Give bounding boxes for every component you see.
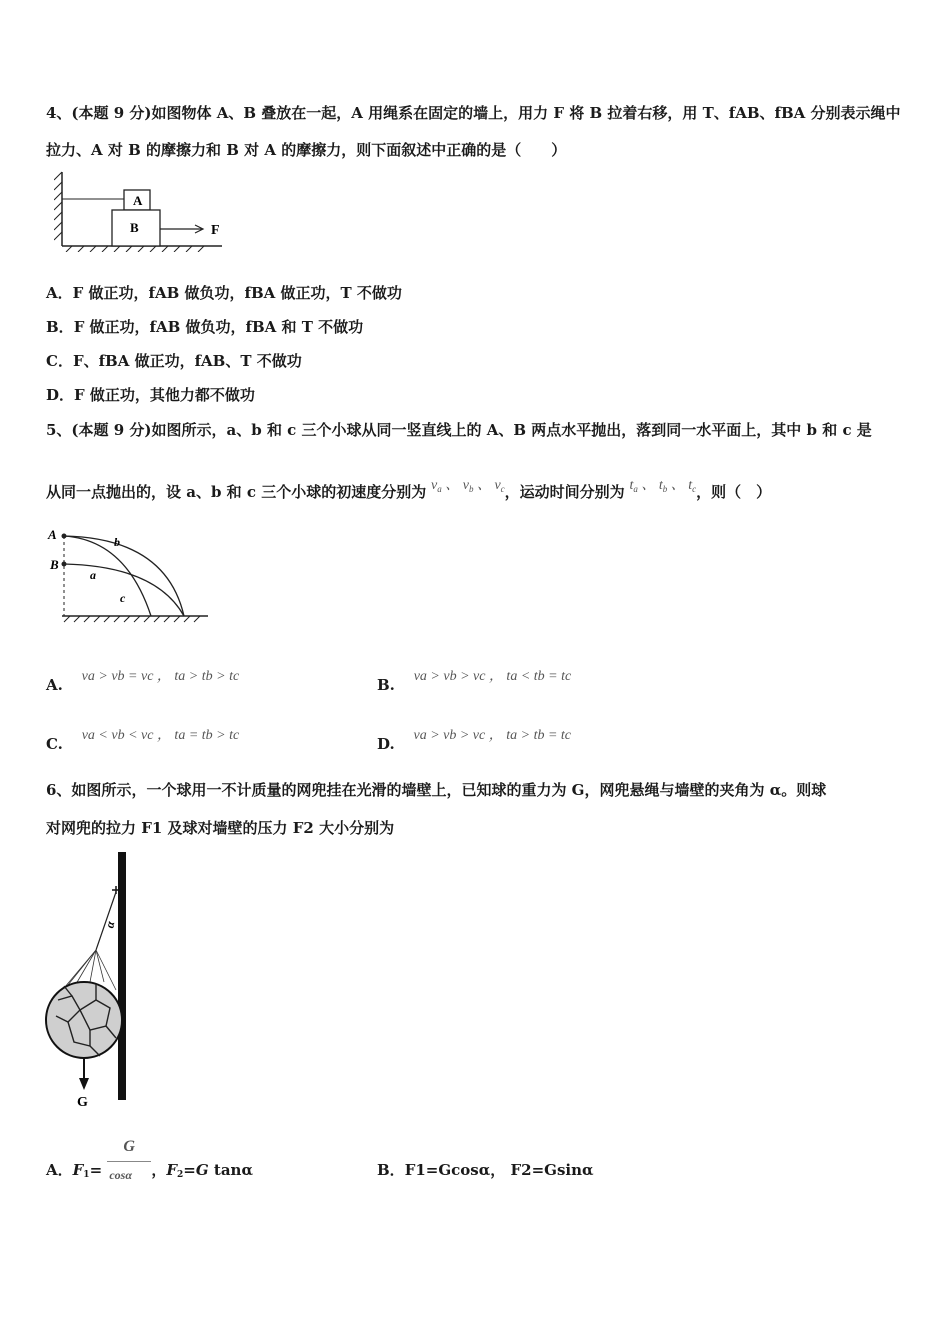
q5-figure-projectiles [46, 524, 211, 628]
label-c: c [120, 591, 126, 605]
q4-stem-line-2: 拉力、A 对 B 的摩擦力和 B 对 A 的摩擦力，则下面叙述中正确的是（ ） [46, 141, 567, 159]
weight-label: G [77, 1095, 88, 1110]
block-a-label: A [133, 193, 143, 208]
ball [46, 982, 122, 1058]
q4-stem-text: 4、(本题 9 分)如图物体 A、B 叠放在一起，A 用绳系在固定的墙上，用力 F 将 B 拉着右移，用 T、fAB、fBA 分别表示绳中 [46, 104, 901, 122]
q5-option-a: A. va > vb = vc ， ta > tb > tc [46, 669, 240, 694]
block-b-label: B [130, 220, 139, 235]
q4-option-a: A．F 做正功，fAB 做负功，fBA 做正功，T 不做功 [46, 284, 402, 302]
q4-stem-line-1 [46, 103, 901, 123]
velocity-symbols: $v_a$ 、 $v_b$ 、 $v_c$ [431, 478, 505, 494]
q5-option-b: B. va > vb > vc ， ta < tb = tc [377, 669, 572, 694]
q4-figure-blocks [54, 170, 244, 252]
angle-label: α [102, 920, 118, 930]
q6-stem-line-1: 6、如图所示，一个球用一不计质量的网兜挂在光滑的墙壁上，已知球的重力为 G，网兜悬绳与墙壁的夹角为 α。则球 [46, 781, 827, 799]
q4-option-c: C．F、fBA 做正功，fAB、T 不做功 [46, 352, 302, 370]
time-symbols: $t_a$ 、 $t_b$ 、 $t_c$ [629, 478, 697, 494]
q5-option-d: D. va > vb > vc ， ta > tb = tc [377, 728, 572, 753]
trajectory-c [64, 536, 151, 616]
q6-figure-ball-net [44, 850, 144, 1112]
wall [118, 852, 126, 1100]
label-a: a [90, 568, 96, 582]
point-a-label: A [48, 527, 57, 542]
trajectory-a [64, 564, 184, 616]
q4-option-b: B．F 做正功，fAB 做负功，fBA 和 T 不做功 [46, 318, 364, 336]
q6-option-a: A．F1= G cosα ，F2=G tanα [46, 1138, 254, 1182]
q5-option-c: C. va < vb < vc ， ta = tb > tc [46, 728, 240, 753]
q6-option-b: B．F1=Gcosα， F2=Gsinα [377, 1161, 594, 1179]
q4-option-d: D．F 做正功，其他力都不做功 [46, 386, 255, 404]
point-b-label: B [50, 557, 59, 572]
q5-stem-line-1: 5、(本题 9 分)如图所示，a、b 和 c 三个小球从同一竖直线上的 A、B 两点水平抛出，落到同一水平面上，其中 b 和 c 是 [46, 421, 872, 439]
force-label: F [211, 223, 220, 238]
q5-stem-line-2: 从同一点抛出的，设 a、b 和 c 三个小球的初速度分别为 $v_a$ 、 $v_b$ 、 $v_c$，运动时间分别为 $t_a$ 、 $t_b$ 、 $t_c$，则（ ） [46, 478, 772, 501]
label-b: b [114, 535, 120, 549]
q6-stem-line-2: 对网兜的拉力 F1 及球对墙壁的压力 F2 大小分别为 [46, 819, 395, 837]
